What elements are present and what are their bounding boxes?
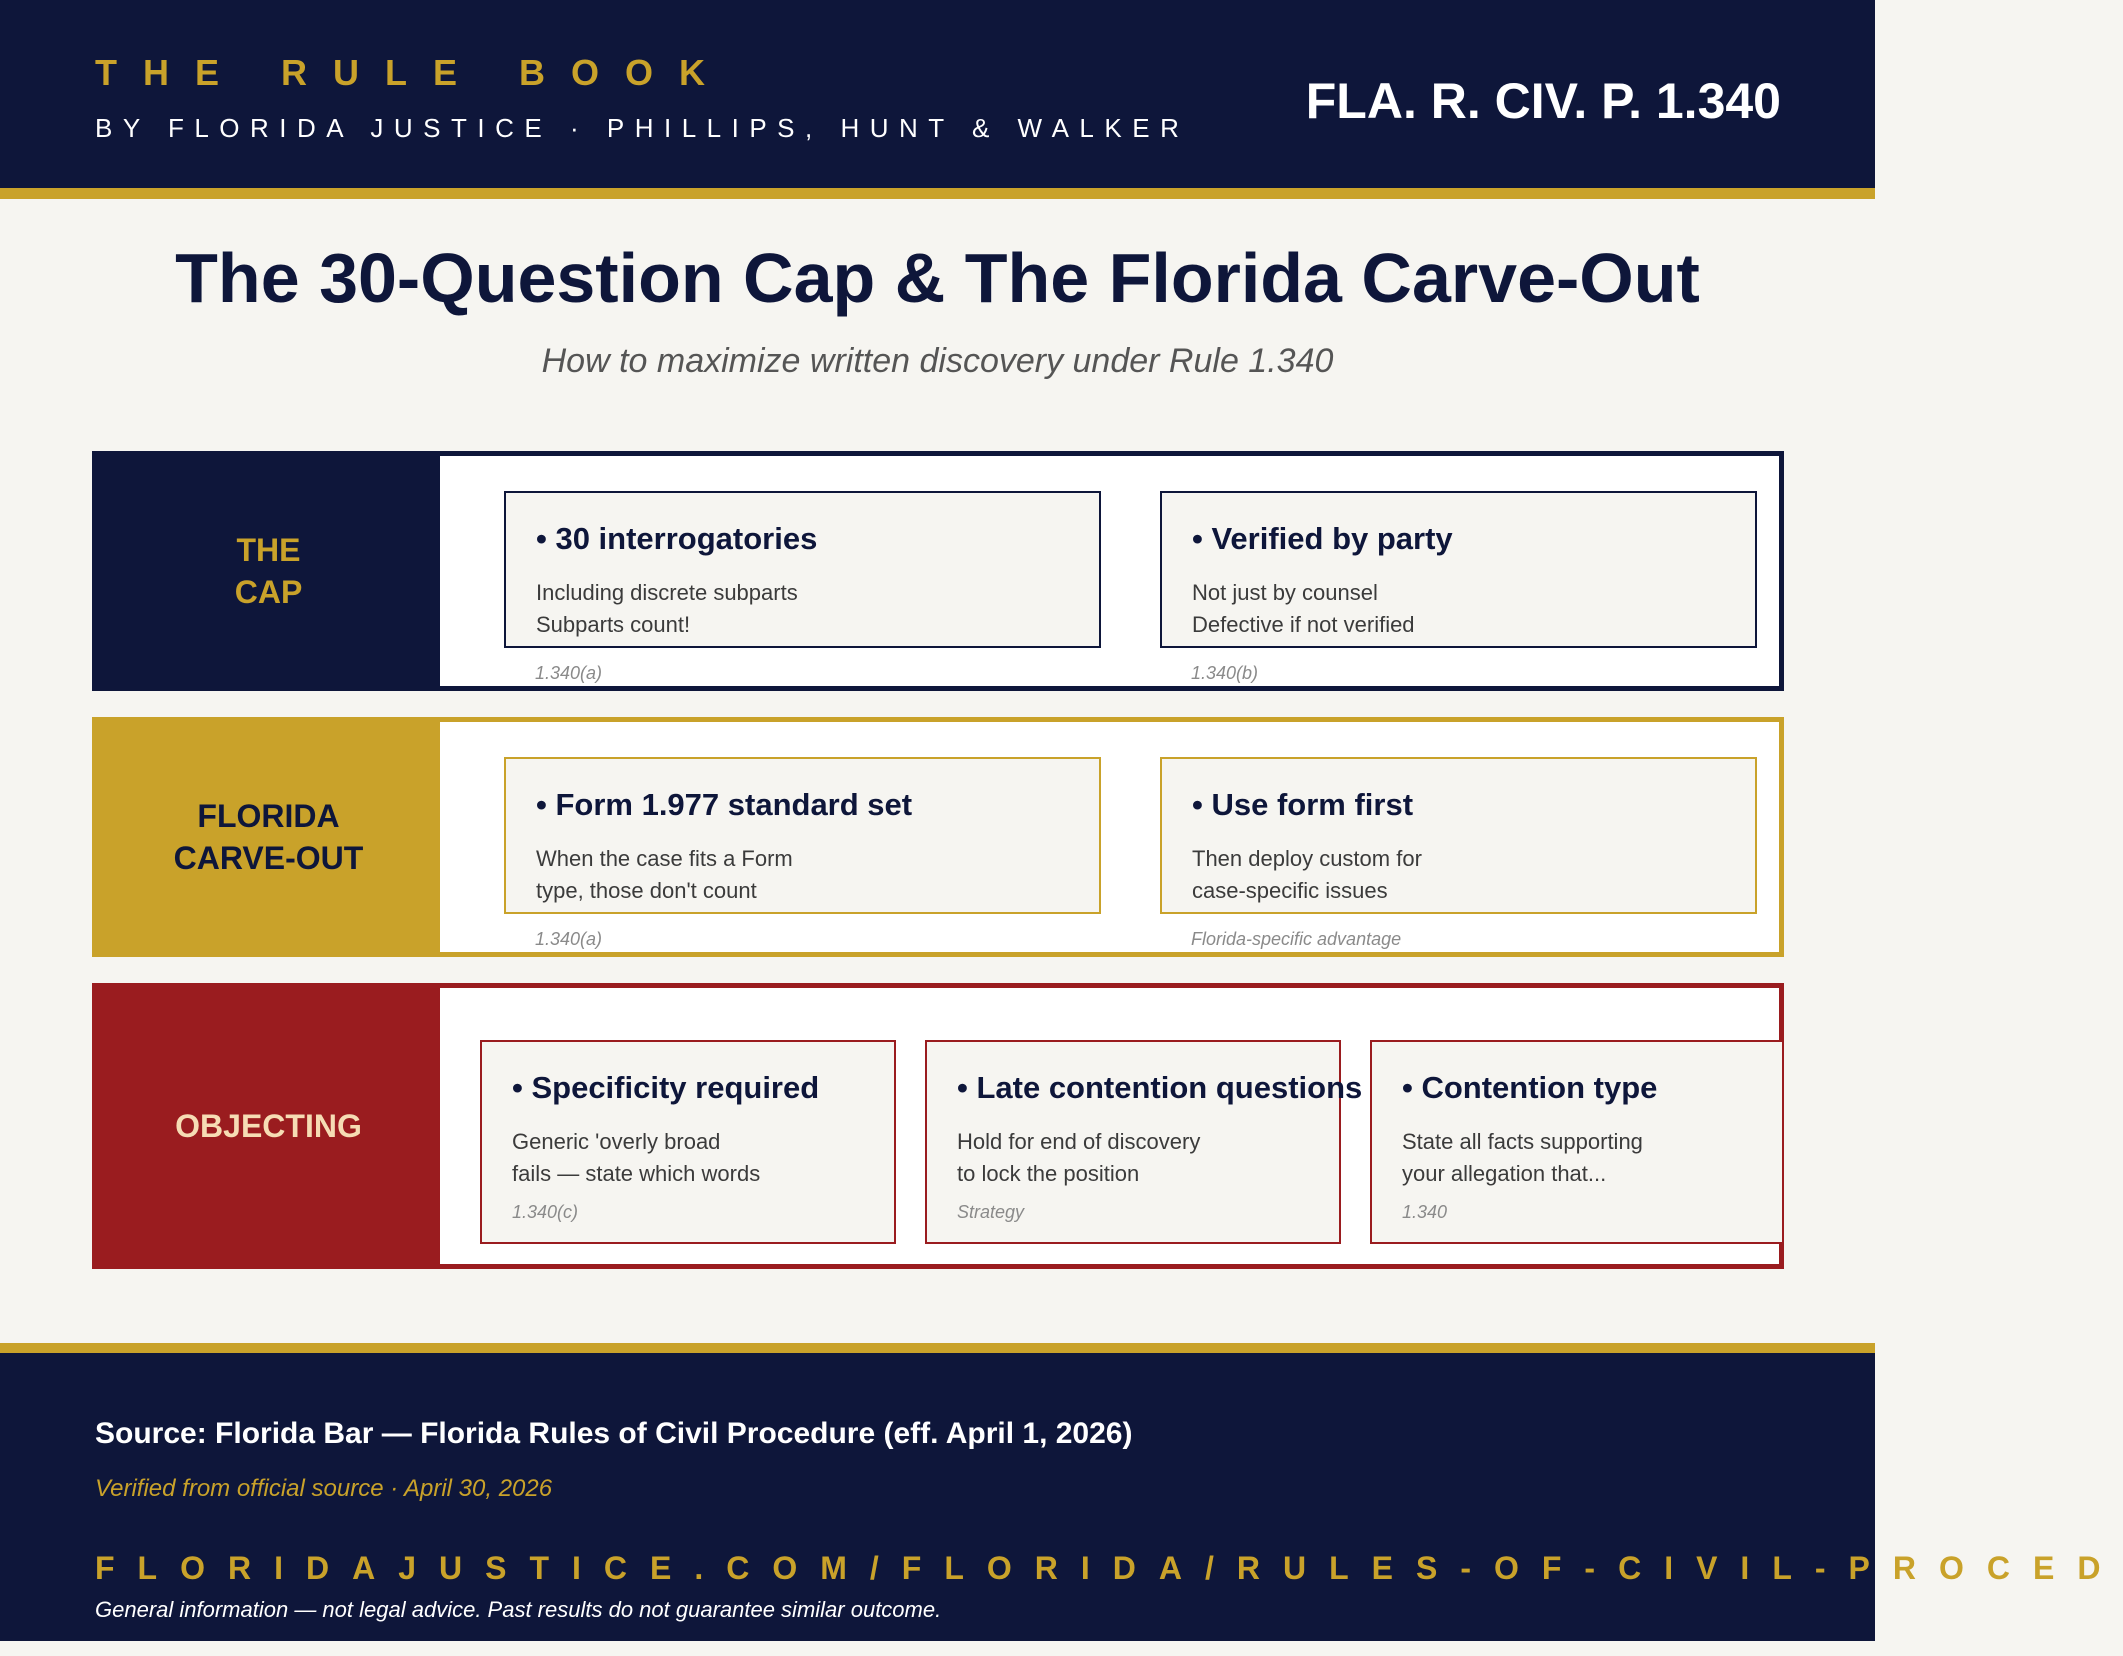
- source-line: Source: Florida Bar — Florida Rules of Civil Procedure (eff. April 1, 2026): [95, 1417, 1133, 1450]
- section-the-cap: [92, 451, 1784, 691]
- website-url[interactable]: FLORIDAJUSTICE.COM/FLORIDA/RULES-OF-CIVIL-PROCED: [95, 1550, 2123, 1586]
- card-body: [1192, 577, 1415, 641]
- section-label-line: THE: [236, 532, 301, 568]
- verified-line: Verified from official source · April 30, 2026: [95, 1475, 553, 1502]
- card-citation: Florida-specific advantage: [1191, 929, 1402, 949]
- header-divider: [0, 188, 1875, 199]
- card-late-contention-questions: [925, 1040, 1363, 1244]
- card-body: [957, 1126, 1200, 1190]
- card-use-form-first: [1160, 757, 1757, 914]
- card-body: [1192, 843, 1422, 907]
- brand-title: THE RULE BOOK: [95, 52, 732, 93]
- card-body-line: Generic 'overly broad: [512, 1129, 721, 1154]
- card-citation: 1.340(a): [535, 663, 603, 683]
- card-body-line: type, those don't count: [536, 878, 757, 903]
- card-body-line: State all facts supporting: [1402, 1129, 1643, 1154]
- card-title: • Use form first: [1192, 787, 1414, 822]
- card-body-line: fails — state which words: [512, 1161, 761, 1186]
- card-title: • Late contention questions: [957, 1070, 1363, 1105]
- card-title: • Contention type: [1402, 1070, 1658, 1105]
- footer-divider: [0, 1343, 1875, 1353]
- card-title: • Verified by party: [1192, 521, 1453, 556]
- disclaimer: General information — not legal advice. Past results do not guarantee similar outcome.: [95, 1597, 942, 1622]
- card-citation: 1.340(c): [512, 1202, 579, 1222]
- card-body-line: case-specific issues: [1192, 878, 1388, 903]
- card-body: [1402, 1126, 1643, 1190]
- card-body-line: your allegation that...: [1402, 1161, 1607, 1186]
- section-label-line: FLORIDA: [197, 798, 340, 834]
- card-body-line: Subparts count!: [536, 612, 691, 637]
- card-body-line: Then deploy custom for: [1192, 846, 1422, 871]
- card-citation: 1.340(a): [535, 929, 603, 949]
- card-body: [536, 843, 793, 907]
- section-label-the-cap: [97, 456, 440, 686]
- rule-citation: FLA. R. CIV. P. 1.340: [1305, 73, 1781, 129]
- card-body: [512, 1126, 760, 1190]
- section-label-florida-carve-out: [97, 722, 440, 952]
- card-citation: Strategy: [957, 1202, 1025, 1222]
- card-specificity-required: [480, 1040, 896, 1244]
- card-body-line: Not just by counsel: [1192, 580, 1378, 605]
- card-body-line: Hold for end of discovery: [957, 1129, 1201, 1154]
- card-title: • 30 interrogatories: [536, 521, 818, 556]
- card-title: • Form 1.977 standard set: [536, 787, 913, 822]
- card-form-1977: [504, 757, 1101, 914]
- card-body-line: When the case fits a Form: [536, 846, 793, 871]
- section-objecting: [92, 983, 1784, 1269]
- card-title: • Specificity required: [512, 1070, 820, 1105]
- card-contention-type: [1370, 1040, 1784, 1244]
- card-citation: 1.340: [1402, 1202, 1448, 1222]
- card-body-line: Including discrete subparts: [536, 580, 798, 605]
- card-verified-by-party: [1160, 491, 1757, 648]
- section-label-line: CARVE-OUT: [173, 840, 364, 876]
- page-title: The 30-Question Cap & The Florida Carve-Out: [175, 239, 1700, 317]
- section-label-objecting: [97, 988, 440, 1264]
- section-florida-carve-out: [92, 717, 1784, 957]
- section-label-line: OBJECTING: [175, 1108, 362, 1144]
- brand-byline: BY FLORIDA JUSTICE · PHILLIPS, HUNT & WALKER: [95, 113, 1190, 143]
- page-subtitle: How to maximize written discovery under Rule 1.340: [541, 342, 1334, 380]
- card-citation: 1.340(b): [1191, 663, 1259, 683]
- card-body-line: to lock the position: [957, 1161, 1140, 1186]
- card-body-line: Defective if not verified: [1192, 612, 1415, 637]
- section-label-line: CAP: [234, 574, 303, 610]
- card-body: [536, 577, 798, 641]
- card-30-interrogatories: [504, 491, 1101, 648]
